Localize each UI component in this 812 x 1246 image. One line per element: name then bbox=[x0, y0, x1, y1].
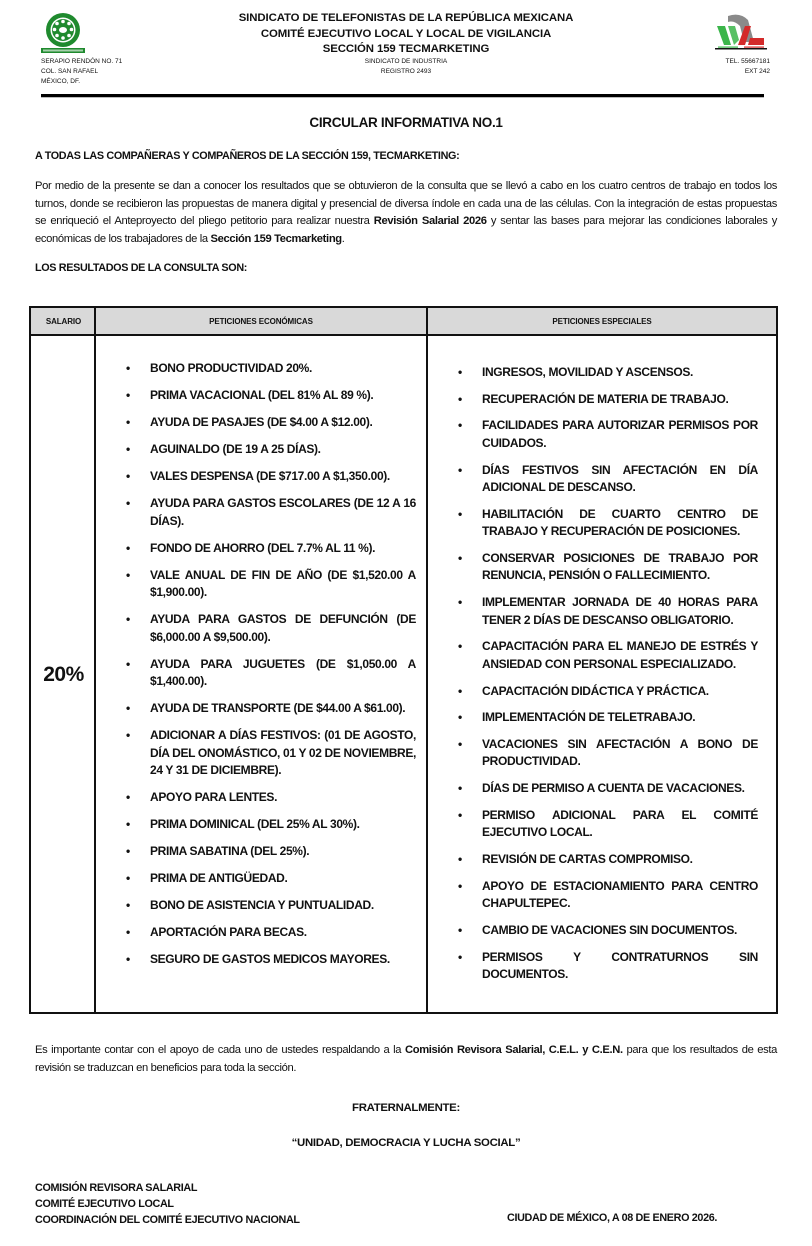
special-item-text: FACILIDADES PARA AUTORIZAR PERMISOS POR CUIDADOS. bbox=[482, 418, 758, 450]
economic-item-text: AYUDA PARA GASTOS ESCOLARES (DE 12 A 16 DÍAS). bbox=[150, 496, 416, 528]
special-item bbox=[458, 851, 758, 869]
header-subtitle-line: REGISTRO 2493 bbox=[380, 68, 432, 75]
economic-item bbox=[126, 360, 416, 378]
phone-line: TEL. 55667181 bbox=[725, 58, 770, 65]
signer-line: COMITÉ EJECUTIVO LOCAL bbox=[35, 1198, 174, 1211]
economic-item bbox=[126, 441, 416, 459]
special-item-text: PERMISOS Y CONTRATURNOS SIN DOCUMENTOS. bbox=[482, 949, 758, 981]
economic-item-text: VALE ANUAL DE FIN DE AÑO (DE $1,520.00 A $1,900.00). bbox=[150, 567, 416, 599]
bullet-icon: • bbox=[126, 790, 130, 804]
economic-item bbox=[126, 700, 416, 718]
special-item-text: CAMBIO DE VACACIONES SIN DOCUMENTOS. bbox=[482, 922, 737, 937]
economic-item bbox=[126, 789, 416, 807]
bullet-icon: • bbox=[458, 550, 462, 565]
economic-item-text: AYUDA PARA JUGUETES (DE $1,050.00 A $1,400.00). bbox=[150, 656, 416, 688]
economic-item bbox=[126, 897, 416, 915]
bullet-icon: • bbox=[458, 710, 462, 725]
economic-item-text: BONO PRODUCTIVIDAD 20%. bbox=[150, 361, 312, 375]
salutation: A TODAS LAS COMPAÑERAS Y COMPAÑEROS DE LA SECCIÓN 159, TECMARKETING: bbox=[35, 150, 460, 162]
document-title: CIRCULAR INFORMATIVA NO.1 bbox=[309, 115, 503, 130]
intro-text: Por medio de la presente se dan a conocer los resultados que se obtuvieron de la consulta que se llevó a cabo en los cuatro centros de trabajo en todos los turnos, donde se recibieron las propuestas de manera digital y presencial de diversa índole en cada una de las células. Con la integración de estas propuestas se enriqueció el Anteproyecto del pliego petitorio para realizar nuestra bbox=[35, 180, 777, 228]
special-item bbox=[458, 594, 758, 629]
special-header: PETICIONES ESPECIALES bbox=[428, 308, 776, 336]
special-item bbox=[458, 949, 758, 984]
header-title-line: COMITÉ EJECUTIVO LOCAL Y LOCAL DE VIGILANCIA bbox=[260, 27, 552, 40]
special-item bbox=[458, 922, 758, 940]
bullet-icon: • bbox=[126, 701, 130, 715]
signer-line: COORDINACIÓN DEL COMITÉ EJECUTIVO NACIONAL bbox=[35, 1214, 300, 1227]
special-item bbox=[458, 462, 758, 497]
farewell: FRATERNALMENTE: bbox=[352, 1102, 460, 1114]
bullet-icon: • bbox=[126, 925, 130, 939]
special-column bbox=[426, 306, 778, 1014]
header-title-line: SINDICATO DE TELEFONISTAS DE LA REPÚBLICA MEXICANA bbox=[238, 12, 574, 24]
bullet-icon: • bbox=[126, 871, 130, 885]
address-line: COL. SAN RAFAEL bbox=[41, 68, 99, 75]
bullet-icon: • bbox=[458, 365, 462, 379]
special-item bbox=[458, 550, 758, 585]
intro-text: . bbox=[341, 232, 345, 245]
economic-column bbox=[94, 306, 427, 1014]
bullet-icon: • bbox=[126, 469, 130, 483]
economic-item-text: AYUDA DE PASAJES (DE $4.00 A $12.00). bbox=[150, 415, 373, 429]
special-item bbox=[458, 878, 758, 913]
bullet-icon: • bbox=[126, 817, 130, 831]
bullet-icon: • bbox=[458, 851, 462, 866]
economic-item bbox=[126, 567, 416, 602]
bullet-icon: • bbox=[458, 807, 462, 822]
economic-item-text: PRIMA VACACIONAL (DEL 81% AL 89 %). bbox=[150, 388, 374, 402]
header-title-line: SECCIÓN 159 TECMARKETING bbox=[322, 43, 490, 55]
bullet-icon: • bbox=[458, 949, 462, 964]
special-item bbox=[458, 506, 758, 541]
special-item bbox=[458, 736, 758, 771]
header-subtitle-line: SINDICATO DE INDUSTRIA bbox=[364, 58, 448, 65]
economic-item-text: VALES DESPENSA (DE $717.00 A $1,350.00). bbox=[150, 469, 390, 483]
special-item-text: RECUPERACIÓN DE MATERIA DE TRABAJO. bbox=[482, 391, 729, 406]
special-item-text: HABILITACIÓN DE CUARTO CENTRO DE TRABAJO Y RECUPERACIÓN DE POSICIONES. bbox=[482, 506, 758, 539]
salary-value: 20% bbox=[43, 663, 84, 686]
bullet-icon: • bbox=[126, 442, 130, 456]
economic-item-text: AYUDA DE TRANSPORTE (DE $44.00 A $61.00). bbox=[150, 701, 406, 715]
bullet-icon: • bbox=[126, 567, 130, 582]
economic-item bbox=[126, 656, 416, 691]
special-item-text: IMPLEMENTAR JORNADA DE 40 HORAS PARA TENER 2 DÍAS DE DESCANSO OBLIGATORIO. bbox=[482, 595, 758, 627]
salary-column bbox=[29, 306, 96, 1014]
union-name-heading bbox=[150, 11, 662, 58]
special-requests-list bbox=[458, 364, 758, 993]
union-registry bbox=[300, 57, 512, 77]
bullet-icon: • bbox=[126, 612, 130, 626]
bullet-icon: • bbox=[126, 415, 130, 429]
economic-item-text: PRIMA DE ANTIGÜEDAD. bbox=[150, 871, 288, 885]
special-item bbox=[458, 683, 758, 701]
address-line: SERAPIO RENDÓN NO. 71 bbox=[41, 58, 123, 65]
bullet-icon: • bbox=[458, 878, 462, 893]
economic-item bbox=[126, 468, 416, 486]
bullet-icon: • bbox=[126, 540, 130, 555]
closing-text: Es importante contar con el apoyo de cada uno de ustedes respaldando a la bbox=[35, 1044, 405, 1056]
economic-item bbox=[126, 540, 416, 558]
bullet-icon: • bbox=[458, 639, 462, 654]
economic-item bbox=[126, 816, 416, 834]
address-line: MÉXICO, DF. bbox=[41, 78, 81, 85]
special-item-text: REVISIÓN DE CARTAS COMPROMISO. bbox=[482, 851, 693, 866]
special-item bbox=[458, 709, 758, 727]
economic-item bbox=[126, 611, 416, 646]
bullet-icon: • bbox=[126, 952, 130, 966]
economic-item-text: AYUDA PARA GASTOS DE DEFUNCIÓN (DE $6,000.00 A $9,500.00). bbox=[150, 612, 416, 644]
special-item bbox=[458, 638, 758, 673]
signer-line: COMISIÓN REVISORA SALARIAL bbox=[35, 1182, 198, 1194]
economic-item bbox=[126, 414, 416, 432]
salary-header: SALARIO bbox=[31, 308, 96, 336]
bullet-icon: • bbox=[126, 361, 130, 375]
economic-item-text: PRIMA SABATINA (DEL 25%). bbox=[150, 844, 310, 858]
closing-text: para que los resultados de esta revisión se traduzcan en beneficios para toda la sección. bbox=[35, 1044, 777, 1074]
tecmarketing-logo bbox=[714, 12, 768, 56]
bullet-icon: • bbox=[126, 656, 130, 671]
special-item bbox=[458, 364, 758, 382]
economic-requests-list bbox=[126, 360, 416, 978]
header-divider bbox=[41, 94, 764, 97]
bullet-icon: • bbox=[458, 418, 462, 433]
bullet-icon: • bbox=[458, 922, 462, 937]
closing-paragraph bbox=[35, 1042, 777, 1077]
results-label: LOS RESULTADOS DE LA CONSULTA SON: bbox=[35, 262, 248, 274]
special-item bbox=[458, 417, 758, 452]
bullet-icon: • bbox=[126, 496, 130, 510]
special-item-text: VACACIONES SIN AFECTACIÓN A BONO DE PRODUCTIVIDAD. bbox=[482, 736, 758, 769]
bullet-icon: • bbox=[458, 462, 462, 477]
special-item bbox=[458, 807, 758, 842]
economic-item-text: PRIMA DOMINICAL (DEL 25% AL 30%). bbox=[150, 817, 360, 831]
special-item bbox=[458, 780, 758, 798]
economic-item-text: BONO DE ASISTENCIA Y PUNTUALIDAD. bbox=[150, 898, 374, 912]
bullet-icon: • bbox=[458, 506, 462, 521]
special-item-text: PERMISO ADICIONAL PARA EL COMITÉ EJECUTIVO LOCAL. bbox=[482, 807, 758, 840]
intro-bold-salary-review: Revisión Salarial 2026 bbox=[373, 215, 487, 228]
economic-item bbox=[126, 870, 416, 888]
bullet-icon: • bbox=[126, 844, 130, 858]
economic-header: PETICIONES ECONÓMICAS bbox=[96, 308, 426, 336]
signers-block bbox=[35, 1180, 300, 1229]
bullet-icon: • bbox=[458, 683, 462, 698]
bullet-icon: • bbox=[126, 728, 130, 742]
closing-bold-committees: Comisión Revisora Salarial, C.E.L. y C.E.N. bbox=[404, 1044, 623, 1056]
special-item-text: DÍAS DE PERMISO A CUENTA DE VACACIONES. bbox=[482, 781, 745, 796]
economic-item bbox=[126, 843, 416, 861]
results-table bbox=[29, 306, 778, 1014]
special-item-text: CONSERVAR POSICIONES DE TRABAJO POR RENUNCIA, PENSIÓN O FALLECIMIENTO. bbox=[482, 550, 758, 583]
place-date: CIUDAD DE MÉXICO, A 08 DE ENERO 2026. bbox=[507, 1212, 718, 1224]
economic-item-text: SEGURO DE GASTOS MEDICOS MAYORES. bbox=[150, 952, 390, 966]
economic-item bbox=[126, 951, 416, 969]
economic-item bbox=[126, 924, 416, 942]
bullet-icon: • bbox=[458, 736, 462, 751]
intro-text: y sentar las bases para mejorar las condiciones laborales y económicas de los trabajadores de la bbox=[35, 215, 777, 245]
economic-item-text: APORTACIÓN PARA BECAS. bbox=[150, 925, 307, 939]
union-seal-logo bbox=[38, 12, 88, 56]
bullet-icon: • bbox=[126, 388, 130, 402]
special-item-text: DÍAS FESTIVOS SIN AFECTACIÓN EN DÍA ADICIONAL DE DESCANSO. bbox=[482, 462, 758, 495]
economic-item bbox=[126, 495, 416, 530]
bullet-icon: • bbox=[458, 391, 462, 406]
contact-block bbox=[726, 57, 770, 77]
motto: “UNIDAD, DEMOCRACIA Y LUCHA SOCIAL” bbox=[291, 1137, 521, 1149]
intro-paragraph bbox=[35, 178, 777, 248]
extension-line: EXT 242 bbox=[744, 68, 770, 75]
economic-item-text: AGUINALDO (DE 19 A 25 DÍAS). bbox=[150, 442, 321, 456]
special-item-text: CAPACITACIÓN DIDÁCTICA Y PRÁCTICA. bbox=[482, 683, 709, 698]
special-item-text: APOYO DE ESTACIONAMIENTO PARA CENTRO CHAPULTEPEC. bbox=[482, 878, 758, 911]
intro-bold-section: Sección 159 Tecmarketing bbox=[210, 232, 342, 245]
special-item-text: CAPACITACIÓN PARA EL MANEJO DE ESTRÉS Y ANSIEDAD CON PERSONAL ESPECIALIZADO. bbox=[482, 639, 758, 671]
special-item-text: INGRESOS, MOVILIDAD Y ASCENSOS. bbox=[482, 365, 693, 379]
special-item bbox=[458, 391, 758, 409]
address-block bbox=[41, 57, 122, 87]
bullet-icon: • bbox=[458, 595, 462, 610]
economic-item bbox=[126, 727, 416, 780]
special-item-text: IMPLEMENTACIÓN DE TELETRABAJO. bbox=[482, 710, 696, 725]
economic-item bbox=[126, 387, 416, 405]
economic-item-text: APOYO PARA LENTES. bbox=[150, 790, 278, 804]
bullet-icon: • bbox=[458, 781, 462, 796]
bullet-icon: • bbox=[126, 898, 130, 912]
economic-item-text: FONDO DE AHORRO (DEL 7.7% AL 11 %). bbox=[150, 540, 376, 555]
economic-item-text: ADICIONAR A DÍAS FESTIVOS: (01 DE AGOSTO, DÍA DEL ONOMÁSTICO, 01 Y 02 DE NOVIEMBRE, 24 Y 31 DE DICIEMBRE). bbox=[150, 728, 416, 777]
